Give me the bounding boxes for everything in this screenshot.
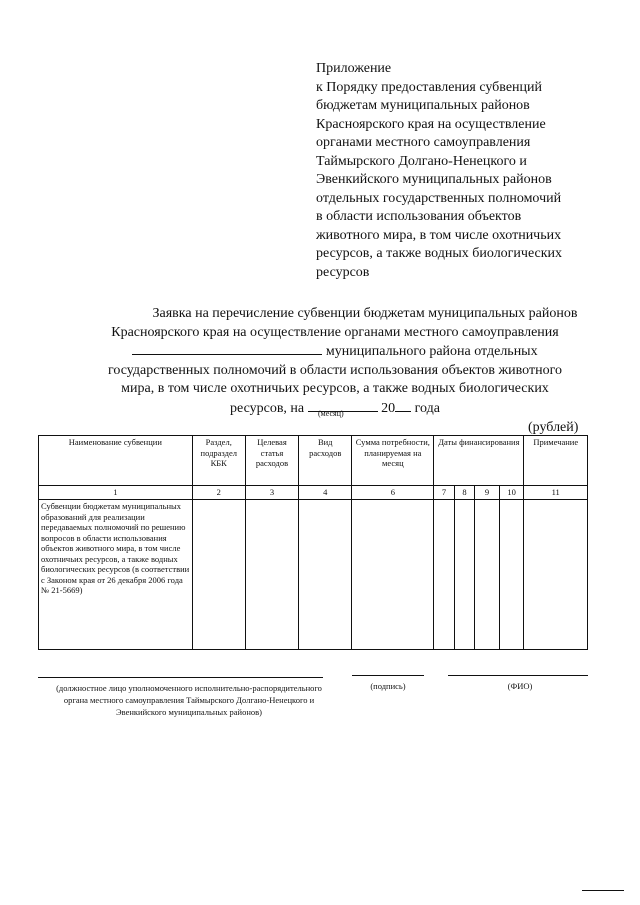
date-cell[interactable] [475,500,500,650]
header-section: Раздел, подраздел КБК [192,436,245,486]
full-name-line[interactable] [448,675,588,676]
year-prefix: 20 [381,400,396,416]
title-line-6-prefix: ресурсов, на [230,400,305,416]
title-line-4: государственных полномочий в области использования объектов животного [108,362,562,378]
col-number: 11 [524,486,588,500]
header-article: Целевая статья расходов [245,436,298,486]
col-number: 3 [245,486,298,500]
header-amount: Сумма потребности, планируемая на месяц [352,436,434,486]
section-cell[interactable] [192,500,245,650]
col-number: 2 [192,486,245,500]
col-number: 8 [454,486,474,500]
signature-label: (подпись) [370,681,406,691]
col-number: 9 [475,486,500,500]
header-dates: Даты финансирования [434,436,524,486]
title-line-3 [40,342,630,362]
title-line-6-suffix: года [414,400,440,416]
signature-line[interactable] [352,675,424,676]
date-cell[interactable] [434,500,454,650]
amount-cell[interactable] [352,500,434,650]
appendix-line: Эвенкийского муниципальных районов [316,172,552,187]
title-line-2: Красноярского края на осуществление органами местного самоуправления [111,324,559,340]
appendix-line: ресурсов, а также водных биологических [316,246,563,261]
article-cell[interactable] [245,500,298,650]
document-title [40,305,630,418]
title-line-1: Заявка на перечисление субвенции бюджетам муниципальных районов [152,306,578,321]
title-line-5: мира, в том числе охотничьих ресурсов, а также водных биологических [121,381,549,396]
type-cell[interactable] [299,500,352,650]
appendix-line: животного мира, в том числе охотничьих [316,227,562,243]
header-name: Наименование субвенции [39,436,193,486]
header-note: Примечание [524,436,588,486]
title-line-3-text: муниципального района отдельных [325,344,538,359]
date-cell[interactable] [499,500,524,650]
table-number-row [39,486,588,500]
district-name-blank[interactable] [132,342,322,355]
appendix-line: бюджетам муниципальных районов [316,98,530,113]
table-row [39,500,588,650]
appendix-line: Красноярского края на осуществление [316,116,546,132]
subvention-name-cell: Субвенции бюджетам муниципальных образований для реализации передаваемых полномочий по решению вопросов в области использования объектов животного мира, в том числе охотничьих ресурсов, а также водных биологических ресурсов (в соответствии с Законом края от 26 декабря 2006 года № 21-5669) [39,500,193,650]
request-table [38,435,588,650]
date-cell[interactable] [454,500,474,650]
note-cell[interactable] [524,500,588,650]
header-type: Вид расходов [299,436,352,486]
year-blank[interactable] [395,399,411,412]
appendix-line: ресурсов [316,264,370,280]
appendix-line: Приложение [316,61,392,76]
appendix-block [316,60,616,282]
col-number: 1 [39,486,193,500]
position-line[interactable] [38,677,323,678]
position-label: (должностное лицо уполномоченного исполнительно-распорядительного органа местного самоуправления Таймырского Долгано-Ненецкого и Эвенкийского муниципальных районов) [56,683,322,717]
month-hint: (месяц) [318,409,344,418]
appendix-line: отдельных государственных полномочий [316,190,562,206]
full-name-label: (ФИО) [507,681,533,691]
appendix-line: к Порядку предоставления субвенций [316,79,543,95]
col-number: 6 [352,486,434,500]
appendix-line: в области использования объектов [316,209,522,224]
appendix-line: Таймырского Долгано-Ненецкого и [316,153,527,169]
appendix-line: органами местного самоуправления [316,135,531,150]
col-number: 7 [434,486,454,500]
table-header-row [39,436,588,486]
units-label: (рублей) [528,420,579,435]
col-number: 4 [299,486,352,500]
bottom-rule [582,890,624,891]
col-number: 10 [499,486,524,500]
